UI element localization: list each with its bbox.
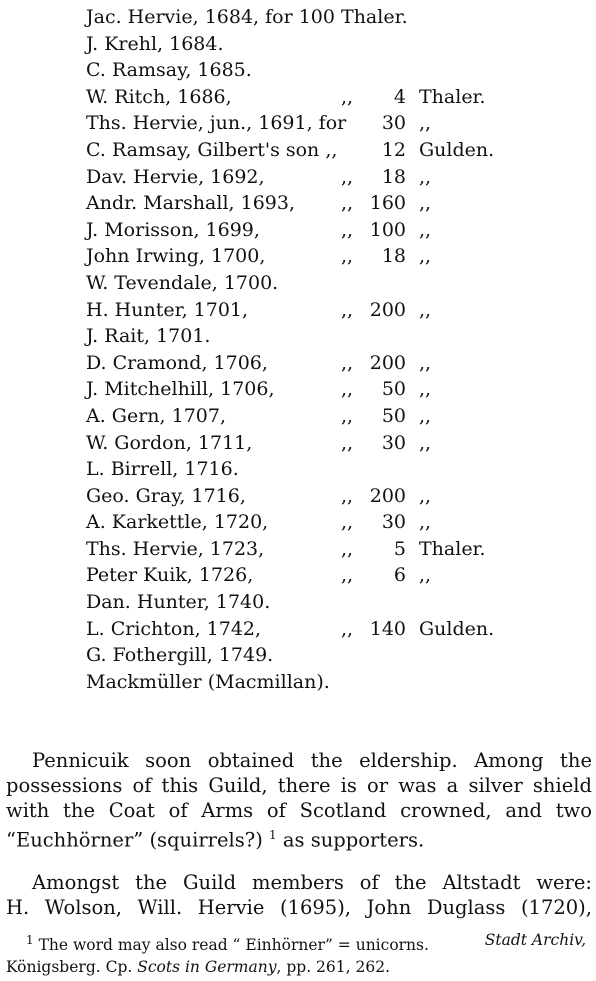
guild-member-entry bbox=[86, 84, 586, 111]
entry-name: W. Gordon, 1711, bbox=[86, 431, 253, 454]
footnote bbox=[6, 929, 586, 978]
footnote-text: , pp. 261, 262. bbox=[276, 958, 391, 977]
paragraph-line: with the Coat of Arms of Scotland crowned, and two bbox=[6, 799, 592, 822]
entry-unit: ,, bbox=[419, 404, 432, 427]
guild-member-entry bbox=[86, 509, 586, 536]
paragraph-line: Pennicuik soon obtained the eldership. Among the bbox=[32, 749, 592, 772]
guild-member-entry bbox=[86, 669, 586, 696]
footnote-line bbox=[6, 956, 586, 978]
entry-name: C. Ramsay, Gilbert's son ,, bbox=[86, 138, 338, 161]
footnote-text: The word may also read “ Einhörner” = unicorns. bbox=[33, 936, 429, 955]
entry-name: L. Crichton, 1742, bbox=[86, 617, 262, 640]
entry-name: D. Cramond, 1706, bbox=[86, 351, 268, 374]
guild-member-entry bbox=[86, 31, 586, 58]
entry-ditto-mark: ,, bbox=[341, 537, 354, 560]
paragraph-line bbox=[6, 823, 592, 853]
guild-member-entry bbox=[86, 616, 586, 643]
entry-ditto-mark: ,, bbox=[341, 564, 354, 587]
entry-amount: 5 bbox=[393, 537, 406, 560]
guild-member-entry bbox=[86, 323, 586, 350]
entry-unit: ,, bbox=[419, 378, 432, 401]
entry-ditto-mark: ,, bbox=[341, 511, 354, 534]
guild-member-list bbox=[86, 4, 586, 695]
footnote-text: Königsberg. Cp. bbox=[6, 958, 138, 977]
guild-member-entry bbox=[86, 57, 586, 84]
entry-ditto-mark: ,, bbox=[341, 378, 354, 401]
footnote-line bbox=[6, 929, 586, 956]
paragraph-line: H. Wolson, Will. Hervie (1695), John Duglass (1720), bbox=[6, 896, 592, 919]
guild-member-entry bbox=[86, 4, 586, 31]
entry-name: J. Krehl, 1684. bbox=[86, 32, 224, 55]
entry-unit: ,, bbox=[419, 511, 432, 534]
guild-member-entry bbox=[86, 483, 586, 510]
entry-unit: ,, bbox=[419, 564, 432, 587]
guild-member-entry bbox=[86, 243, 586, 270]
entry-unit: ,, bbox=[419, 245, 432, 268]
entry-amount: 30 bbox=[381, 511, 406, 534]
guild-member-entry bbox=[86, 430, 586, 457]
entry-ditto-mark: ,, bbox=[341, 617, 354, 640]
entry-name: John Irwing, 1700, bbox=[86, 245, 266, 268]
footnote-marker: 1 bbox=[26, 933, 34, 947]
entry-unit: ,, bbox=[419, 165, 432, 188]
entry-ditto-mark: ,, bbox=[341, 218, 354, 241]
guild-member-entry bbox=[86, 350, 586, 377]
entry-unit: Gulden. bbox=[419, 138, 495, 161]
entry-name: J. Morisson, 1699, bbox=[86, 218, 260, 241]
guild-member-entry bbox=[86, 297, 586, 324]
footnote-title: Scots in Germany bbox=[137, 958, 277, 977]
guild-member-entry bbox=[86, 164, 586, 191]
entry-amount: 30 bbox=[381, 112, 406, 135]
paragraph-eldership bbox=[6, 748, 592, 853]
entry-name: L. Birrell, 1716. bbox=[86, 458, 239, 481]
entry-unit: ,, bbox=[419, 112, 432, 135]
entry-ditto-mark: ,, bbox=[341, 431, 354, 454]
footnote-source: Stadt Archiv, bbox=[484, 931, 586, 949]
entry-name: Jac. Hervie, 1684, for 100 Thaler. bbox=[86, 6, 408, 28]
entry-name: W. Tevendale, 1700. bbox=[86, 271, 279, 294]
entry-ditto-mark: ,, bbox=[341, 298, 354, 321]
entry-unit: Thaler. bbox=[419, 85, 486, 108]
entry-amount: 12 bbox=[381, 138, 406, 161]
entry-ditto-mark: ,, bbox=[341, 351, 354, 374]
entry-name: J. Rait, 1701. bbox=[86, 325, 211, 348]
entry-unit: ,, bbox=[419, 192, 432, 215]
guild-member-entry bbox=[86, 642, 586, 669]
entry-unit: ,, bbox=[419, 431, 432, 454]
footnote-reference: 1 bbox=[269, 828, 277, 842]
guild-member-entry bbox=[86, 589, 586, 616]
guild-member-entry bbox=[86, 456, 586, 483]
guild-member-entry bbox=[86, 403, 586, 430]
entry-ditto-mark: ,, bbox=[341, 192, 354, 215]
entry-name: J. Mitchelhill, 1706, bbox=[86, 378, 275, 401]
entry-name: C. Ramsay, 1685. bbox=[86, 59, 252, 82]
entry-ditto-mark: ,, bbox=[341, 245, 354, 268]
entry-name: Mackmüller (Macmillan). bbox=[86, 670, 330, 693]
entry-amount: 50 bbox=[381, 404, 406, 427]
paragraph-text: “Euchhörner” (squirrels?) bbox=[6, 828, 263, 852]
entry-amount: 6 bbox=[393, 564, 406, 587]
entry-unit: Thaler. bbox=[419, 537, 486, 560]
entry-amount: 30 bbox=[381, 431, 406, 454]
entry-amount: 200 bbox=[369, 298, 406, 321]
paragraph-altstadt bbox=[6, 870, 592, 920]
guild-member-entry bbox=[86, 376, 586, 403]
entry-unit: ,, bbox=[419, 351, 432, 374]
entry-name: Peter Kuik, 1726, bbox=[86, 564, 254, 587]
entry-name: Ths. Hervie, 1723, bbox=[86, 537, 265, 560]
entry-unit: ,, bbox=[419, 484, 432, 507]
guild-member-entry bbox=[86, 110, 586, 137]
entry-ditto-mark: ,, bbox=[341, 484, 354, 507]
entry-amount: 200 bbox=[369, 484, 406, 507]
entry-name: Ths. Hervie, jun., 1691, for bbox=[86, 112, 347, 135]
entry-name: Andr. Marshall, 1693, bbox=[86, 192, 295, 215]
paragraph-text: as supporters. bbox=[276, 828, 425, 852]
entry-ditto-mark: ,, bbox=[341, 85, 354, 108]
guild-member-entry bbox=[86, 217, 586, 244]
entry-amount: 18 bbox=[381, 165, 406, 188]
entry-unit: ,, bbox=[419, 218, 432, 241]
entry-amount: 18 bbox=[381, 245, 406, 268]
entry-amount: 160 bbox=[369, 192, 406, 215]
entry-name: W. Ritch, 1686, bbox=[86, 85, 232, 108]
entry-ditto-mark: ,, bbox=[341, 404, 354, 427]
guild-member-entry bbox=[86, 190, 586, 217]
entry-name: G. Fothergill, 1749. bbox=[86, 644, 274, 667]
guild-member-entry bbox=[86, 137, 586, 164]
entry-name: Dan. Hunter, 1740. bbox=[86, 591, 271, 614]
guild-member-entry bbox=[86, 536, 586, 563]
entry-name: A. Karkettle, 1720, bbox=[86, 511, 269, 534]
entry-amount: 200 bbox=[369, 351, 406, 374]
entry-amount: 4 bbox=[393, 85, 406, 108]
entry-name: A. Gern, 1707, bbox=[86, 404, 227, 427]
entry-amount: 140 bbox=[369, 617, 406, 640]
entry-name: Geo. Gray, 1716, bbox=[86, 484, 246, 507]
entry-amount: 100 bbox=[369, 218, 406, 241]
entry-name: Dav. Hervie, 1692, bbox=[86, 165, 265, 188]
guild-member-entry bbox=[86, 270, 586, 297]
paragraph-line: possessions of this Guild, there is or was a silver shield bbox=[6, 774, 592, 797]
paragraph-line: Amongst the Guild members of the Altstadt were: bbox=[32, 871, 592, 894]
guild-member-entry bbox=[86, 562, 586, 589]
entry-unit: Gulden. bbox=[419, 617, 495, 640]
entry-amount: 50 bbox=[381, 378, 406, 401]
entry-name: H. Hunter, 1701, bbox=[86, 298, 249, 321]
entry-ditto-mark: ,, bbox=[341, 165, 354, 188]
entry-unit: ,, bbox=[419, 298, 432, 321]
